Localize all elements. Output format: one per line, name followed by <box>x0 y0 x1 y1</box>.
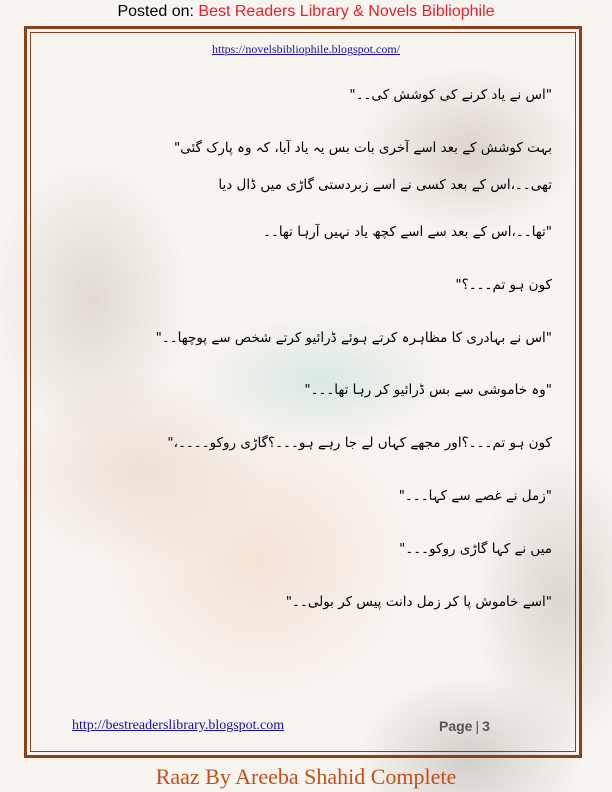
text-line: "اسے خاموش پا کر زمل دانت پیس کر بولی۔۔" <box>285 594 552 610</box>
page-word: Page <box>439 718 473 734</box>
text-line: کون ہو تم۔۔۔؟" <box>455 277 552 293</box>
site-name: Best Readers Library & Novels Bibliophile <box>198 3 495 20</box>
novel-title: Raaz By Areeba Shahid Complete <box>155 764 457 789</box>
novels-bibliophile-link[interactable]: https://novelsbibliophile.blogspot.com/ <box>212 42 400 56</box>
page-separator: | <box>475 718 480 734</box>
text-line: "اس نے بہادری کا مظاہرہ کرتے ہوئے ڈرائیو کرتے شخص سے پوچھا۔۔" <box>155 330 552 346</box>
text-line: "اس نے یاد کرنے کی کوشش کی۔۔" <box>349 87 552 103</box>
text-line: بہت کوشش کے بعد اسے آخری بات بس یہ یاد آیا، کہ وہ پارک گئی" <box>174 140 552 156</box>
text-line: "تھا۔۔،اس کے بعد سے اسے کچھ یاد نہیں آرہا تھا۔۔ <box>263 224 552 240</box>
posted-on-label: Posted on: <box>117 3 199 20</box>
text-line: کون ہو تم۔۔۔؟اور مجھے کہاں لے جا رہے ہو۔۔۔؟گاڑی روکو۔۔۔۔،" <box>167 435 552 451</box>
text-line: تھی۔۔،اس کے بعد کسی نے اسے زبردستی گاڑی میں ڈال دیا <box>218 177 552 193</box>
posted-on-header <box>0 0 612 24</box>
best-readers-library-link[interactable]: http://bestreaderslibrary.blogspot.com <box>72 718 285 733</box>
text-line: میں نے کہا گاڑی روکو۔۔۔" <box>399 541 552 557</box>
page-number: 3 <box>482 718 490 734</box>
page-number-label <box>439 718 490 734</box>
text-line: "زمل نے غصے سے کہا۔۔۔" <box>398 488 552 504</box>
text-line: "وہ خاموشی سے بس ڈرائیو کر رہا تھا۔۔۔" <box>304 382 552 398</box>
